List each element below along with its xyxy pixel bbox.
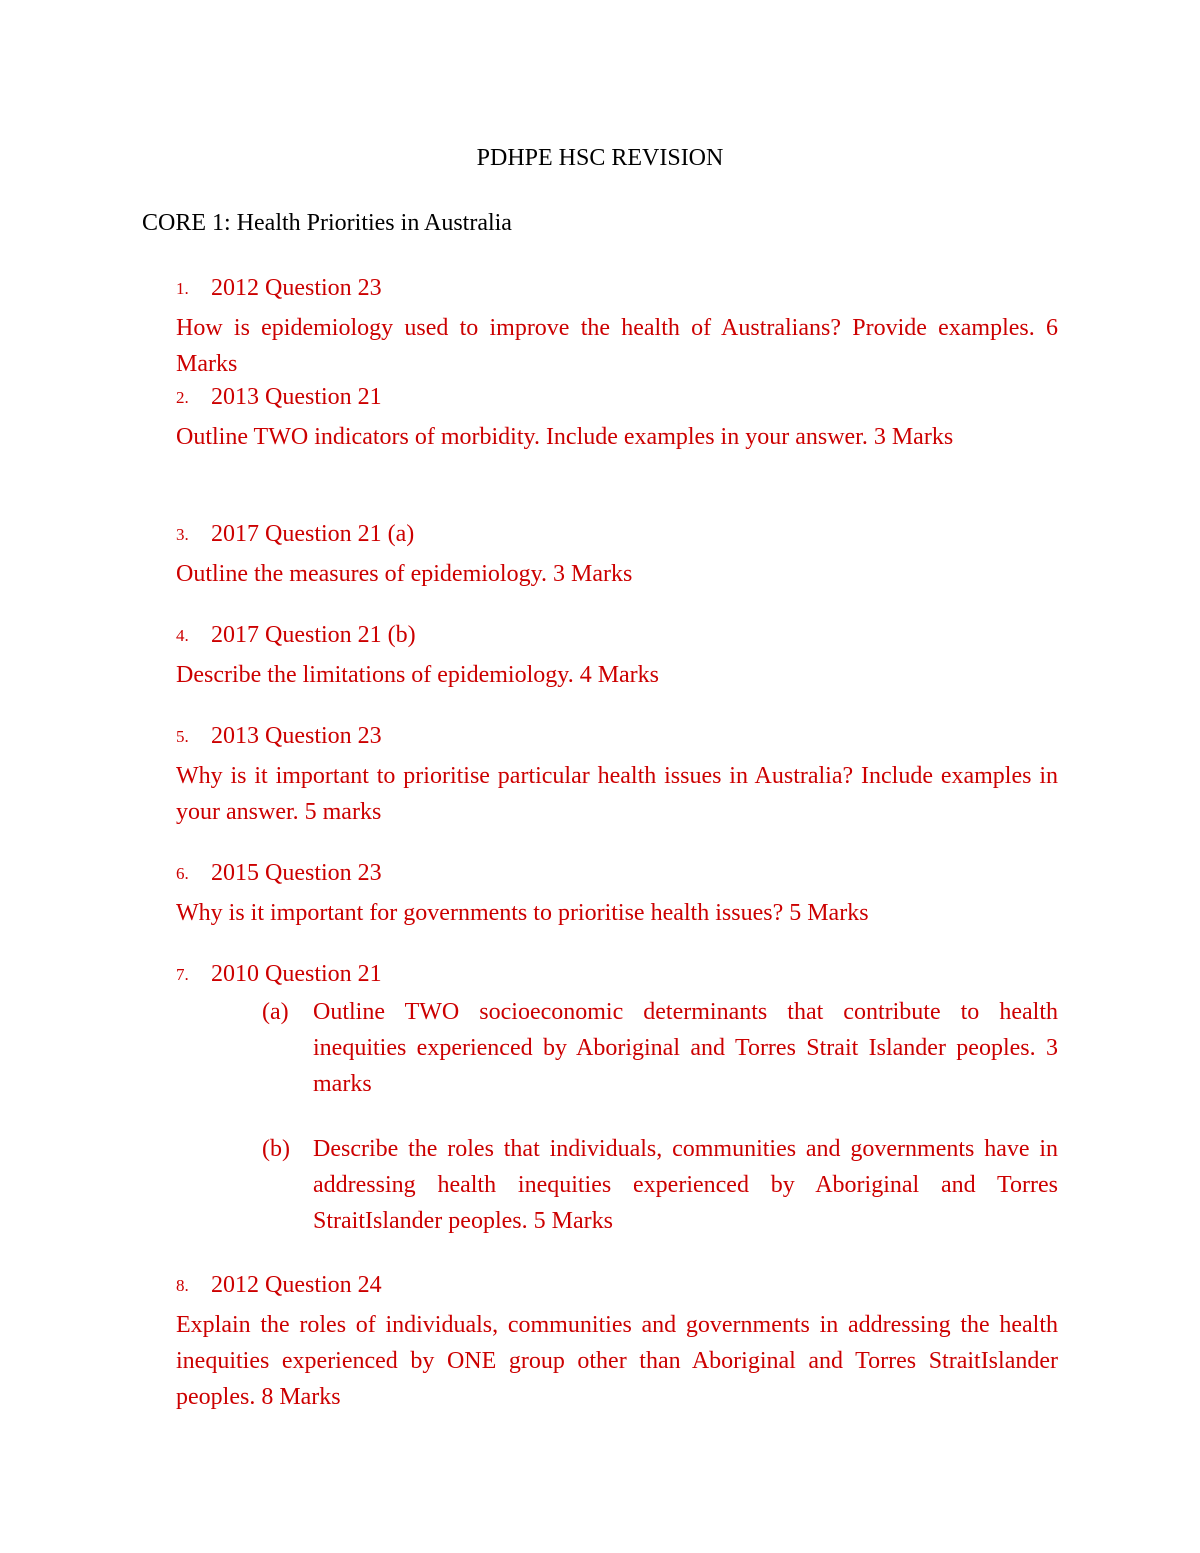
question-label: 2017 Question 21 (a)	[211, 521, 415, 547]
question-label: 2010 Question 21	[211, 961, 382, 987]
question-header	[0, 857, 800, 889]
question-text: Why is it important to prioritise particular health issues in Australia? Include examples in your answer. 5 marks	[176, 763, 1058, 825]
question-text: How is epidemiology used to improve the health of Australians? Provide examples. 6 Marks	[176, 315, 1058, 377]
question-label: 2013 Question 23	[211, 723, 382, 749]
subpart-text: Describe the roles that individuals, communities and governments have in addressing health inequities experienced by Aboriginal and Torres StraitIslander peoples. 5 Marks	[313, 1136, 1058, 1234]
question-text: Outline the measures of epidemiology. 3 Marks	[176, 561, 633, 587]
question-header	[0, 720, 800, 752]
question-header	[0, 1269, 800, 1301]
question-number: 4.	[176, 626, 189, 645]
question-text: Outline TWO indicators of morbidity. Include examples in your answer. 3 Marks	[176, 424, 954, 450]
subpart-text: Outline TWO socioeconomic determinants that contribute to health inequities experienced by Aboriginal and Torres Strait Islander peoples. 3 marks	[313, 999, 1058, 1097]
question-header	[0, 381, 800, 413]
question-number: 8.	[176, 1276, 189, 1295]
question-header	[0, 272, 800, 304]
question-header	[0, 518, 800, 550]
question-label: 2013 Question 21	[211, 384, 382, 410]
question-number: 2.	[176, 388, 189, 407]
question-header	[0, 619, 800, 651]
question-text: Why is it important for governments to prioritise health issues? 5 Marks	[176, 900, 869, 926]
question-label: 2015 Question 23	[211, 860, 382, 886]
question-number: 6.	[176, 864, 189, 883]
question-label: 2012 Question 23	[211, 275, 382, 301]
core-heading: CORE 1: Health Priorities in Australia	[142, 210, 512, 236]
document-title: PDHPE HSC REVISION	[476, 145, 724, 171]
question-text: Describe the limitations of epidemiology. 4 Marks	[176, 662, 660, 688]
question-number: 3.	[176, 525, 189, 544]
question-header	[0, 958, 800, 990]
question-number: 5.	[176, 727, 189, 746]
question-text: Explain the roles of individuals, communities and governments in addressing the health inequities experienced by ONE group other than Aboriginal and Torres StraitIslander peoples. 8 Marks	[176, 1312, 1058, 1410]
subpart-letter: (a)	[262, 999, 289, 1025]
question-label: 2017 Question 21 (b)	[211, 622, 416, 648]
subpart-letter: (b)	[262, 1136, 290, 1162]
question-number: 1.	[176, 279, 189, 298]
question-number: 7.	[176, 965, 189, 984]
question-label: 2012 Question 24	[211, 1272, 382, 1298]
